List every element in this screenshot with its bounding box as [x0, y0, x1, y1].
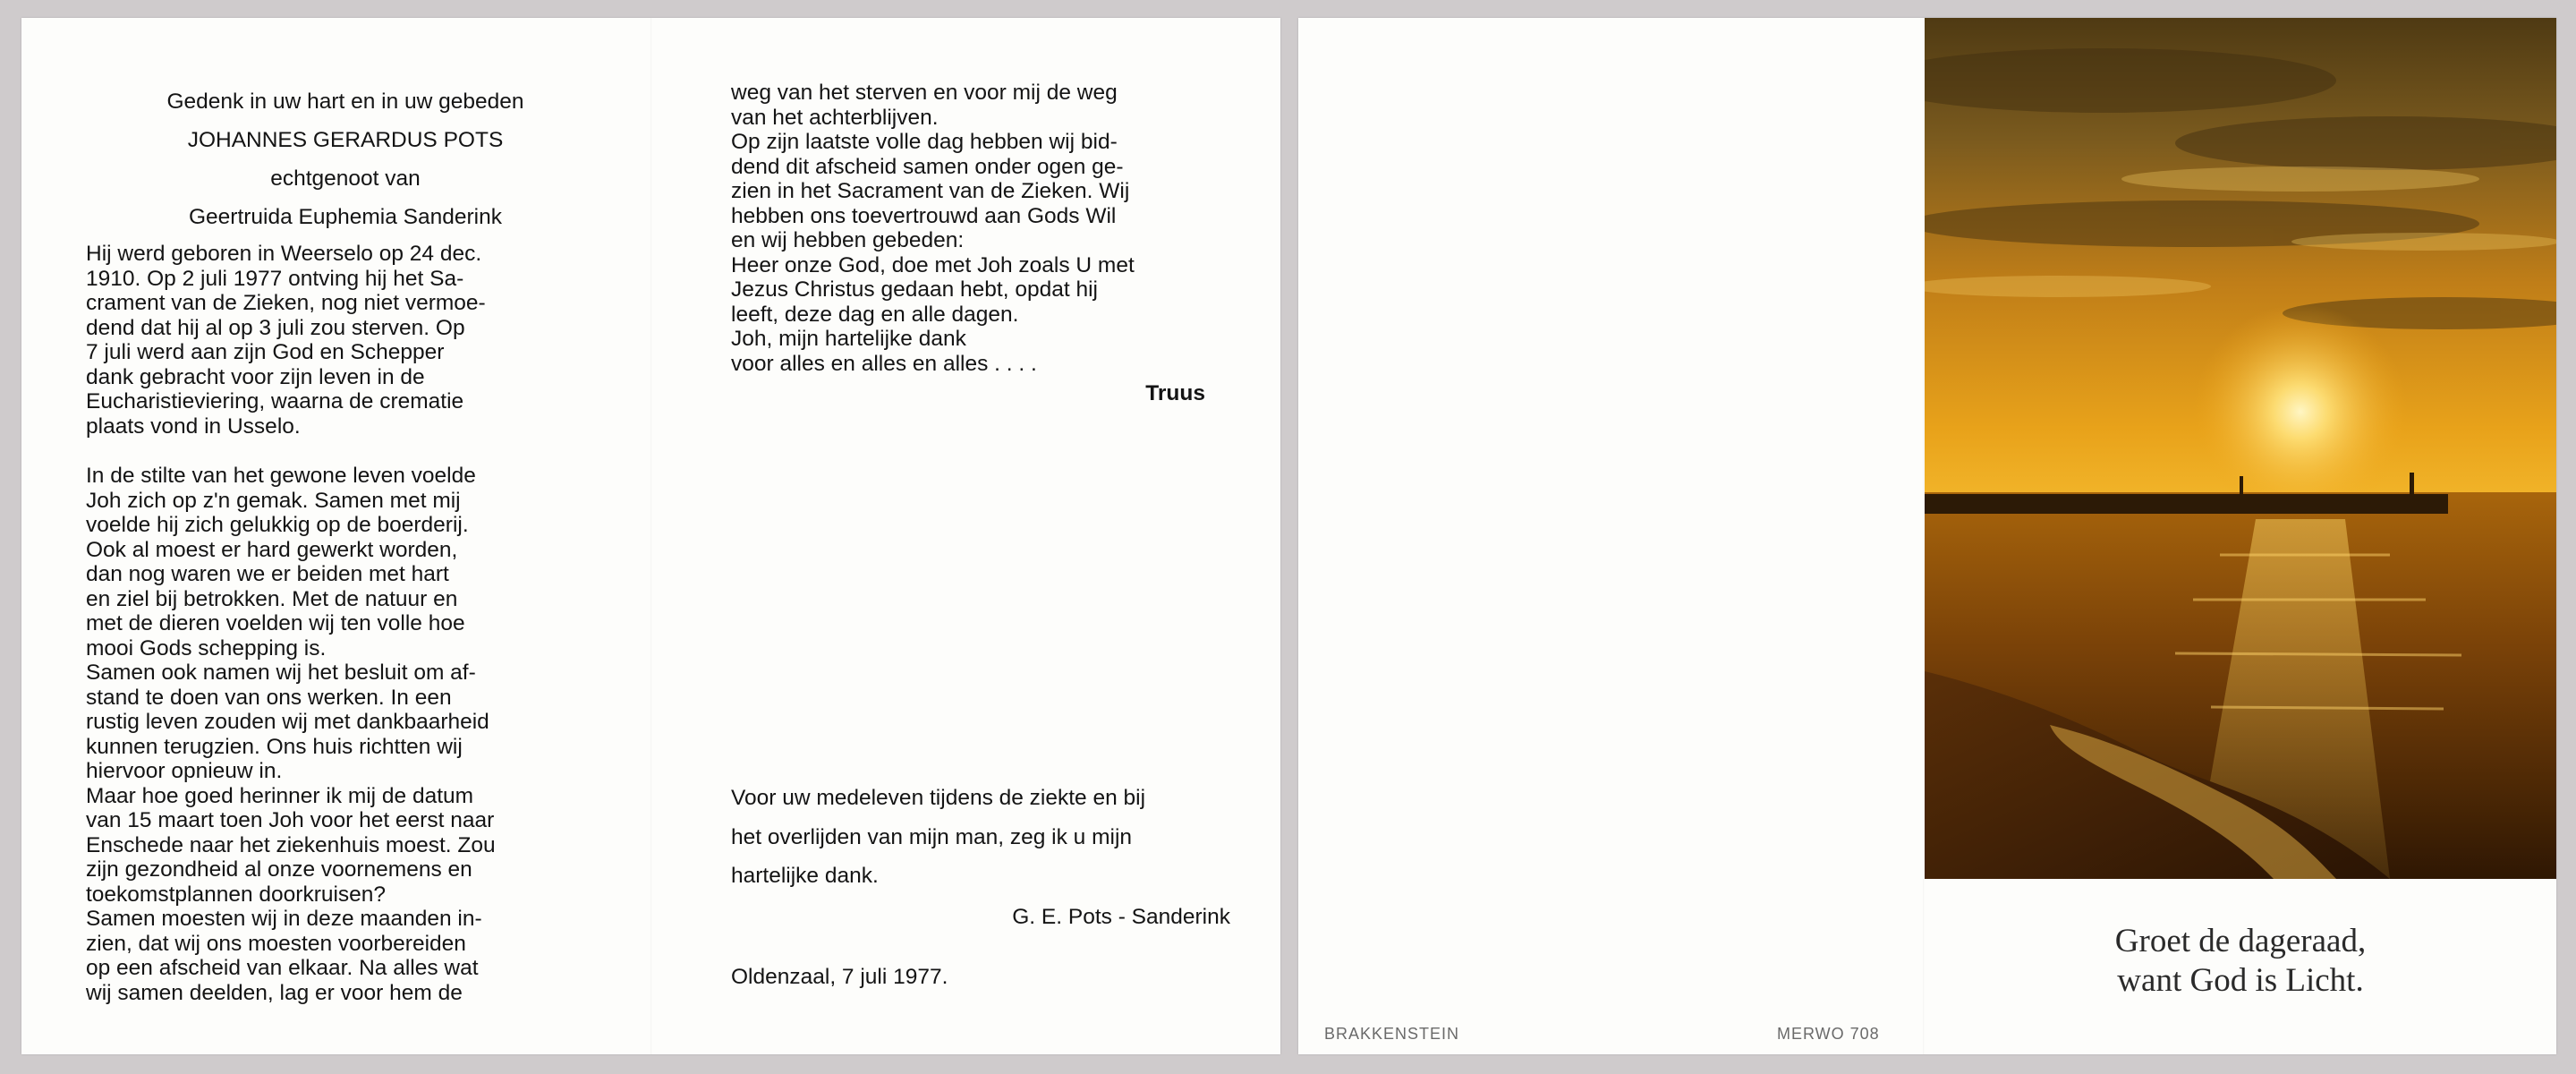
text-line: op een afscheid van elkaar. Na alles wat — [86, 956, 479, 980]
memories-paragraph — [86, 464, 605, 1005]
publisher-imprint: BRAKKENSTEIN — [1324, 1025, 1460, 1043]
text-line: zien in het Sacrament van de Zieken. Wij — [731, 179, 1130, 203]
text-line: hebben ons toevertrouwd aan Gods Wil — [731, 203, 1117, 228]
text-line: en wij hebben gebeden: — [731, 228, 965, 252]
signature: G. E. Pots - Sanderink — [1012, 904, 1230, 929]
text-line: kunnen terugzien. Ons huis richtten wij — [86, 734, 463, 759]
text-line: dend dat hij al op 3 juli zou sterven. Op — [86, 315, 465, 340]
motto-line: want God is Licht. — [2117, 962, 2364, 999]
text-line: Heer onze God, doe met Joh zoals U met — [731, 252, 1135, 277]
text-line: mooi Gods schepping is. — [86, 635, 327, 661]
text-line: leeft, deze dag en alle dagen. — [731, 302, 1019, 327]
text-line: Maar hoe goed herinner ik mij de datum — [86, 783, 474, 808]
text-line: zien, dat wij ons moesten voorbereiden — [86, 931, 466, 956]
inner-card — [21, 18, 1280, 1054]
text-line: Voor uw medeleven tijdens de ziekte en bij — [731, 786, 1146, 810]
text-line: het overlijden van mijn man, zeg ik u mijn — [731, 824, 1133, 849]
text-line: Enschede naar het ziekenhuis moest. Zou — [86, 832, 496, 857]
deceased-name: JOHANNES GERARDUS POTS — [187, 128, 504, 152]
text-line: en ziel bij betrokken. Met de natuur en — [86, 586, 458, 611]
text-line: Joh zich op z'n gemak. Samen met mij — [86, 488, 461, 513]
text-line: hartelijke dank. — [731, 864, 879, 888]
text-line: dend dit afscheid samen onder ogen ge- — [731, 154, 1124, 179]
text-line: Joh, mijn hartelijke dank — [731, 327, 966, 351]
author-name: Truus — [1145, 381, 1205, 405]
place-date: Oldenzaal, 7 juli 1977. — [731, 965, 948, 989]
text-line: rustig leven zouden wij met dankbaarheid — [86, 710, 489, 734]
product-code: MERWO 708 — [1777, 1025, 1880, 1043]
motto — [1925, 922, 2556, 1001]
motto-line: Groet de dageraad, — [2114, 923, 2367, 959]
text-line: zijn gezondheid al onze voornemens en — [86, 857, 472, 882]
text-line: 7 juli werd aan zijn God en Schepper — [86, 340, 445, 364]
text-line: wij samen deelden, lag er voor hem de — [86, 980, 463, 1005]
text-line: crament van de Zieken, nog niet vermoe- — [86, 291, 486, 315]
text-line: voelde hij zich gelukkig op de boerderij. — [86, 513, 469, 537]
text-line: hiervoor opnieuw in. — [86, 759, 283, 783]
thanks-text — [731, 779, 1230, 896]
header-line: Gedenk in uw hart en in uw gebeden — [166, 90, 524, 114]
text-line: toekomstplannen doorkruisen? — [86, 882, 387, 907]
card-header — [86, 82, 605, 236]
text-line: dank gebracht voor zijn leven in de — [86, 364, 425, 389]
sunset-photo — [1925, 18, 2556, 879]
text-line: Jezus Christus gedaan hebt, opdat hij — [731, 277, 1098, 302]
relation-text: echtgenoot van — [270, 166, 421, 191]
text-line: Samen ook namen wij het besluit om af- — [86, 661, 476, 685]
left-column — [86, 82, 605, 1005]
right-column — [731, 81, 1230, 406]
spouse-name: Geertruida Euphemia Sanderink — [188, 205, 502, 229]
text-line: Op zijn laatste volle dag hebben wij bid- — [731, 130, 1118, 154]
continuation-paragraph — [731, 81, 1230, 376]
outer-card — [1298, 18, 2556, 1054]
text-line: Eucharistieviering, waarna de crematie — [86, 389, 464, 413]
text-line: voor alles en alles en alles . . . . — [731, 351, 1037, 376]
text-line: weg van het sterven en voor mij de weg — [731, 81, 1118, 105]
text-line: stand te doen van ons werken. In een — [86, 685, 452, 710]
text-line: 1910. Op 2 juli 1977 ontving hij het Sa- — [86, 266, 464, 291]
text-line: van het achterblijven. — [731, 105, 939, 130]
text-line: dan nog waren we er beiden met hart — [86, 562, 449, 586]
text-line: plaats vond in Usselo. — [86, 413, 301, 439]
text-line: Ook al moest er hard gewerkt worden, — [86, 537, 458, 562]
text-line: Samen moesten wij in deze maanden in- — [86, 907, 482, 931]
text-line: van 15 maart toen Joh voor het eerst naar — [86, 808, 495, 832]
card-fold — [650, 18, 652, 1054]
thanks-section — [731, 779, 1230, 990]
text-line: Hij werd geboren in Weerselo op 24 dec. — [86, 242, 482, 266]
biography-paragraph — [86, 242, 605, 439]
text-line: In de stilte van het gewone leven voelde — [86, 464, 476, 488]
text-line: met de dieren voelden wij ten volle hoe — [86, 611, 465, 635]
